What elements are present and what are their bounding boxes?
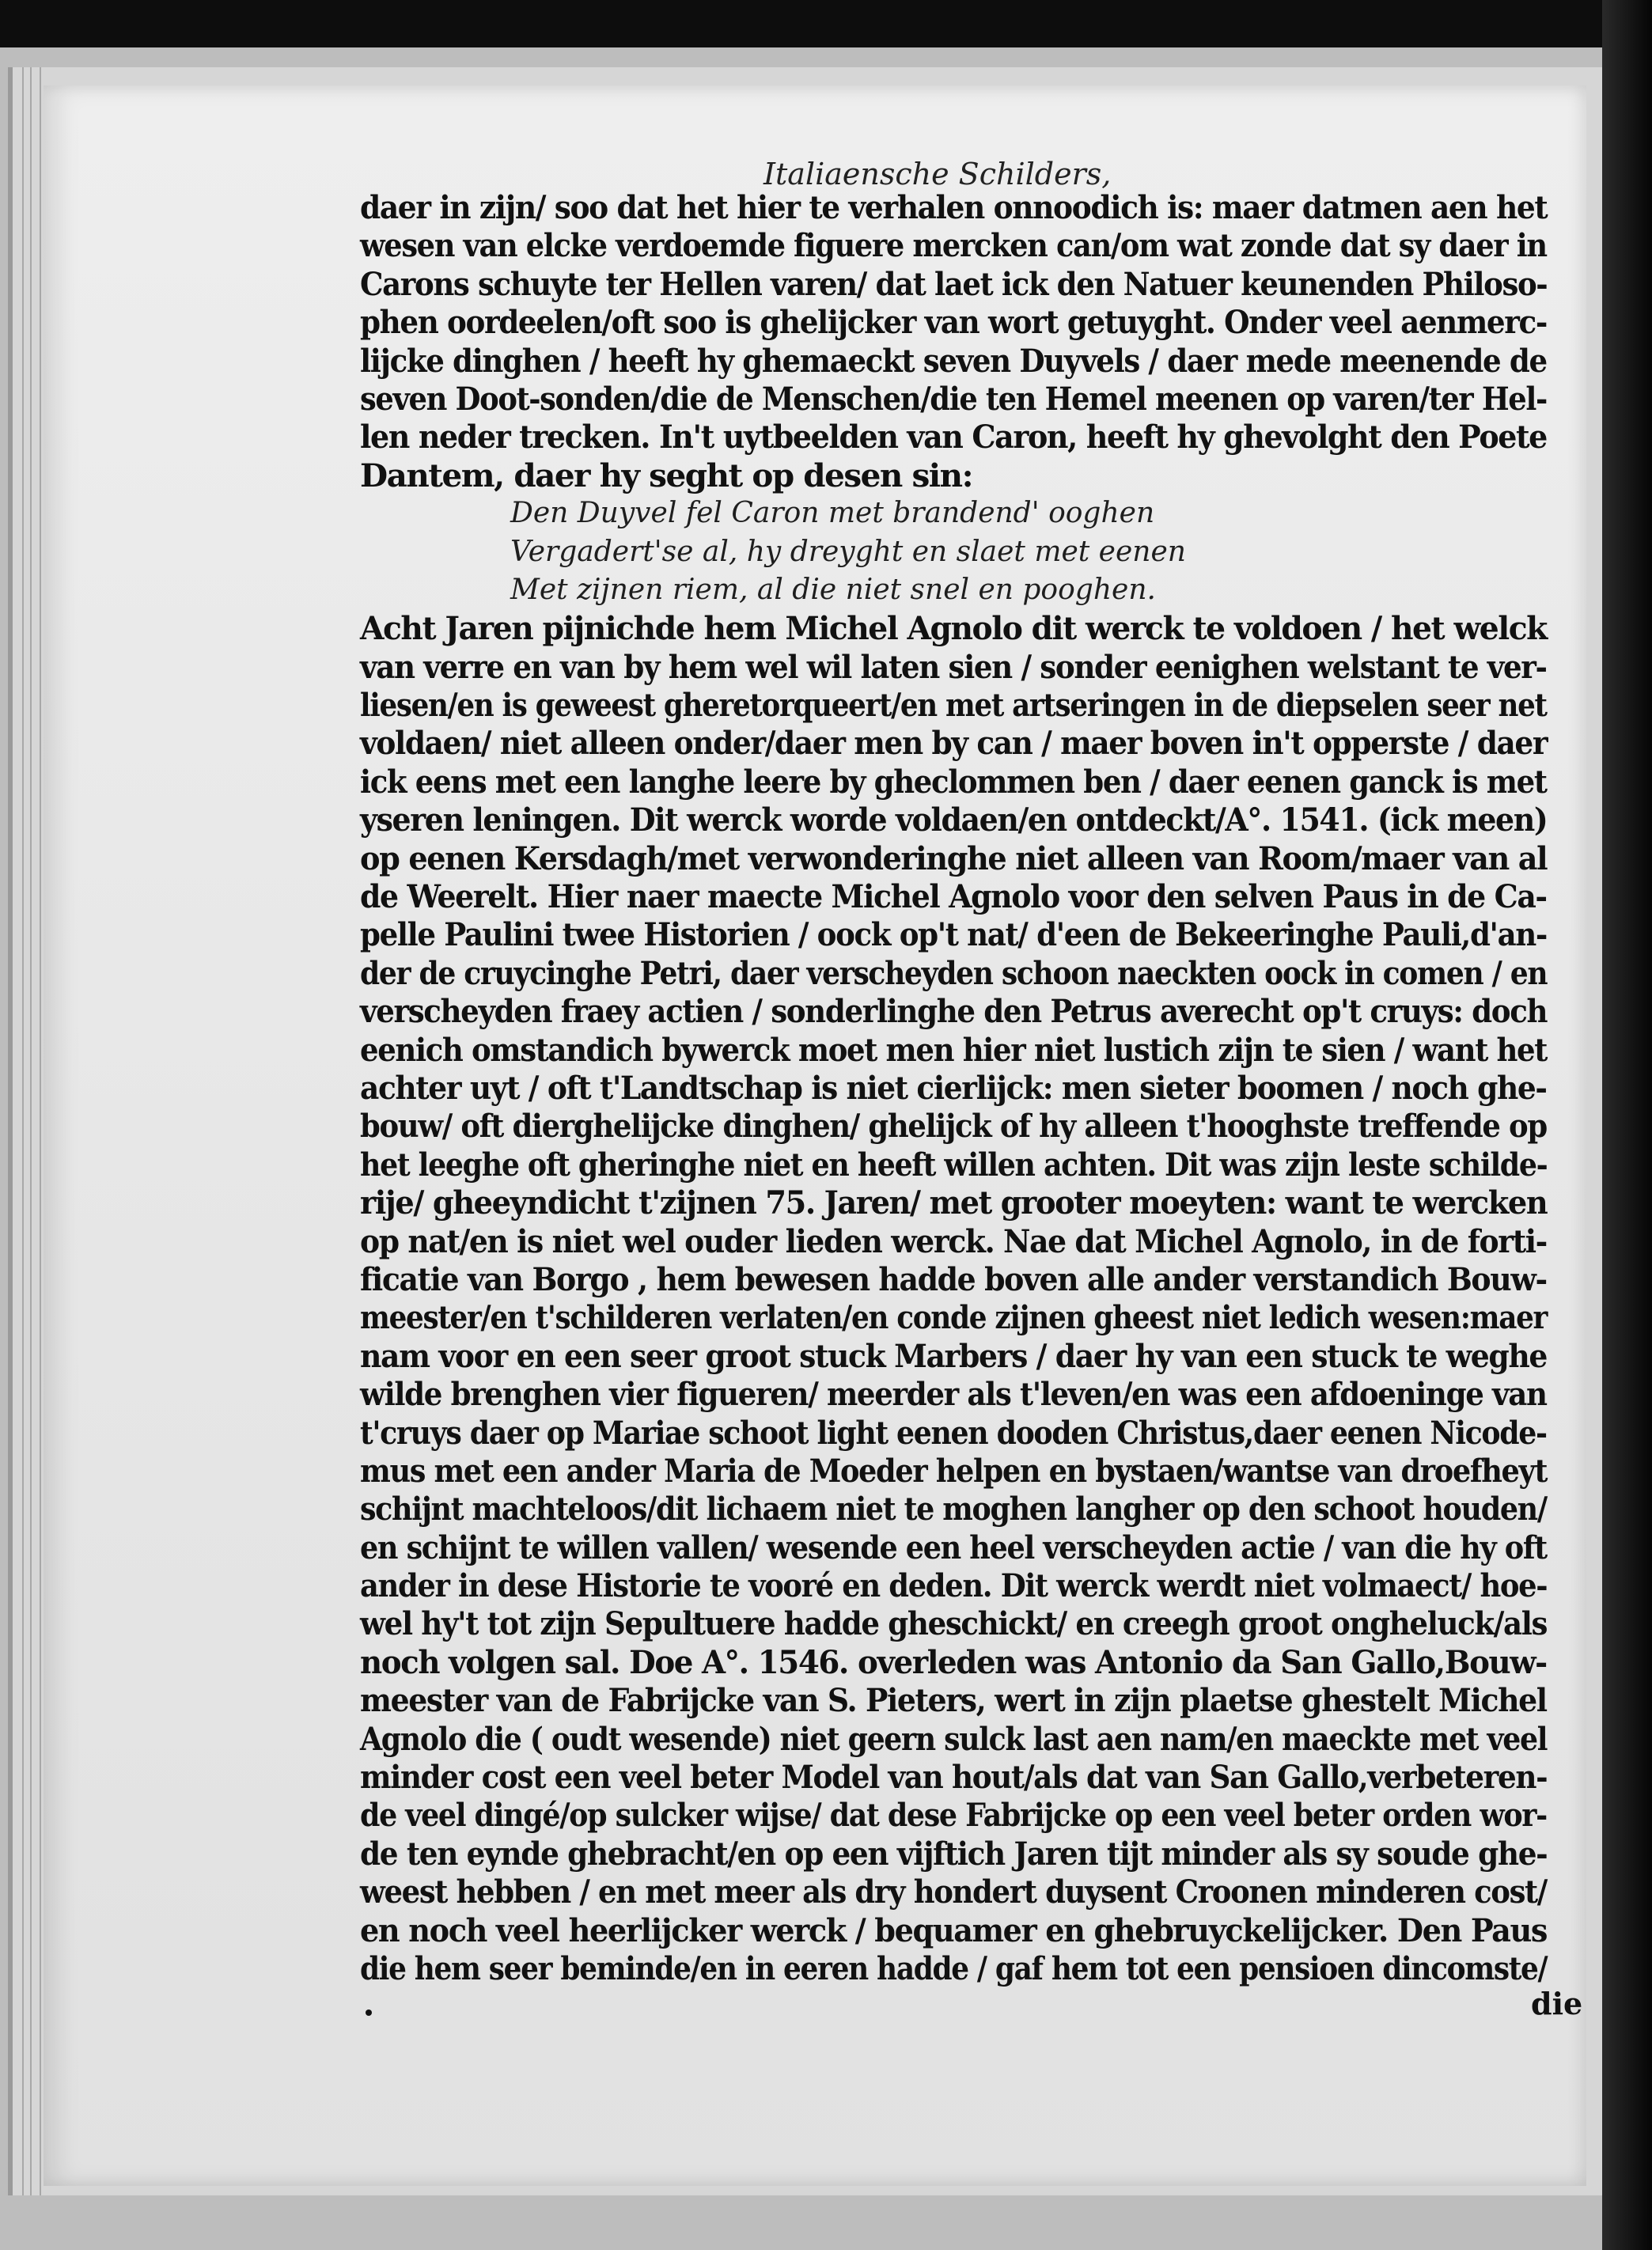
- page-edge-line: [30, 67, 32, 2195]
- text-line: liesen/en is geweest gheretorqueert/en met artseringen in de diepselen seer net: [360, 686, 1547, 725]
- text-line: lijcke dinghen / heeft hy ghemaeckt seven Duyvels / daer mede meenende de: [360, 341, 1547, 380]
- text-line: en schijnt te willen vallen/ wesende een heel verscheyden actie / van die hy oft: [360, 1528, 1547, 1566]
- body-text: [360, 188, 1547, 1987]
- text-line: yseren leningen. Dit werck worde voldaen/en ontdeckt/A°. 1541. (ick meen): [360, 801, 1548, 839]
- text-line: de Weerelt. Hier naer maecte Michel Agnolo voor den selven Paus in de Ca-: [360, 877, 1547, 916]
- text-line: wesen van elcke verdoemde figuere mercken can/om wat zonde dat sy daer in: [360, 226, 1547, 265]
- text-line: t'cruys daer op Mariae schoot light eenen dooden Christus,daer eenen Nicode-: [360, 1413, 1547, 1452]
- text-line: Acht Jaren pijnichde hem Michel Agnolo dit werck te voldoen / het welck: [360, 609, 1547, 648]
- text-line: rije/ gheeyndicht t'zijnen 75. Jaren/ met grooter moeyten: want te wercken: [360, 1184, 1548, 1222]
- text-line: verscheyden fraey actien / sonderlinghe den Petrus averecht op't cruys: doch: [360, 992, 1548, 1031]
- text-line: ick eens met een langhe leere by gheclommen ben / daer eenen ganck is met: [360, 762, 1547, 801]
- text-line: weest hebben / en met meer als dry hondert duysent Croonen minderen cost/: [360, 1873, 1547, 1911]
- text-line: wilde brenghen vier figueren/ meerder als t'leven/en was een afdoeninge van: [360, 1375, 1547, 1414]
- verse-line: Den Duyvel fel Caron met brandend' ooghen: [510, 497, 1155, 530]
- scanner-edge: [1602, 0, 1652, 2250]
- text-line: wel hy't tot zijn Sepultuere hadde gheschickt/ en creegh groot ongheluck/als: [360, 1604, 1548, 1643]
- text-line: seven Doot-sonden/die de Menschen/die ten Hemel meenen op varen/ter Hel-: [360, 379, 1547, 418]
- text-line: meester/en t'schilderen verlaten/en conde zijnen gheest niet ledich wesen:maer: [360, 1298, 1548, 1337]
- page-edge-line: [22, 67, 24, 2195]
- text-line: de ten eynde ghebracht/en op een vijftich Jaren tijt minder als sy soude ghe-: [360, 1834, 1548, 1873]
- text-line: het leeghe oft gheringhe niet en heeft willen achten. Dit was zijn leste schilde-: [360, 1145, 1548, 1184]
- text-line: achter uyt / oft t'Landtschap is niet cierlijck: men sieter boomen / noch ghe-: [360, 1068, 1547, 1107]
- page-edge-line: [40, 67, 41, 2195]
- verse-line: Met zijnen riem, al die niet snel en pooghen.: [510, 573, 1156, 606]
- text-line: schijnt machteloos/dit lichaem niet te moghen langher op den schoot houden/: [360, 1490, 1547, 1528]
- text-line: nam voor en een seer groot stuck Marbers / daer hy van een stuck te weghe: [360, 1336, 1547, 1375]
- text-line: die hem seer beminde/en in eeren hadde / gaf hem tot een pensioen dincomste/: [360, 1949, 1548, 1987]
- text-line: len neder trecken. In't uytbeelden van Caron, heeft hy ghevolght den Poete: [360, 418, 1547, 456]
- text-line: minder cost een veel beter Model van hout/als dat van San Gallo,verbeteren-: [360, 1758, 1548, 1797]
- verse-line: Vergadert'se al, hy dreyght en slaet met eenen: [510, 535, 1186, 568]
- text-line: ander in dese Historie te vooré en deden. Dit werck werdt niet volmaect/ hoe-: [360, 1566, 1548, 1605]
- text-line: Carons schuyte ter Hellen varen/ dat laet ick den Natuer keunenden Philoso-: [360, 264, 1548, 303]
- text-line: meester van de Fabrijcke van S. Pieters, wert in zijn plaetse ghestelt Michel: [360, 1681, 1547, 1720]
- text-line: mus met een ander Maria de Moeder helpen en bystaen/wantse van droefheyt: [360, 1451, 1548, 1490]
- text-line: voldaen/ niet alleen onder/daer men by can / maer boven in't opperste / daer: [360, 724, 1548, 763]
- text-line: phen oordeelen/oft soo is ghelijcker van wort getuyght. Onder veel aenmerc-: [360, 303, 1547, 342]
- text-line: op eenen Kersdagh/met verwonderinghe niet alleen van Room/maer van al: [360, 839, 1548, 877]
- text-line: noch volgen sal. Doe A°. 1546. overleden was Antonio da San Gallo,Bouw-: [360, 1642, 1547, 1681]
- catchword: die: [1531, 1986, 1583, 2021]
- text-line: en noch veel heerlijcker werck / bequamer en ghebruyckelijcker. Den Paus: [360, 1911, 1548, 1949]
- text-line: Agnolo die ( oudt wesende) niet geern sulck last aen nam/en maeckte met veel: [360, 1719, 1548, 1758]
- text-line: eenich omstandich bywerck moet men hier niet lustich zijn te sien / want het: [360, 1030, 1548, 1069]
- running-head: Italiaensche Schilders,: [763, 157, 1112, 191]
- ink-spot: [366, 2009, 372, 2016]
- text-line: Dantem, daer hy seght op desen sin:: [360, 456, 973, 494]
- text-line: van verre en van by hem wel wil laten sien / sonder eenighen welstant te ver-: [360, 647, 1547, 686]
- text-line: de veel dingé/op sulcker wijse/ dat dese Fabrijcke op een veel beter orden wor-: [360, 1796, 1547, 1835]
- text-line: ficatie van Borgo , hem bewesen hadde boven alle ander verstandich Bouw-: [360, 1259, 1547, 1298]
- text-line: pelle Paulini twee Historien / oock op't nat/ d'een de Bekeeringhe Pauli,d'an-: [360, 915, 1547, 954]
- text-line: op nat/en is niet wel ouder lieden werck. Nae dat Michel Agnolo, in de forti-: [360, 1222, 1547, 1260]
- text-line: bouw/ oft dierghelijcke dinghen/ ghelijck of hy alleen t'hooghste treffende op: [360, 1107, 1547, 1146]
- text-line: der de cruycinghe Petri, daer verscheyden schoon naeckten oock in comen / en: [360, 953, 1548, 992]
- text-line: daer in zijn/ soo dat het hier te verhalen onnoodich is: maer datmen aen het: [360, 188, 1548, 226]
